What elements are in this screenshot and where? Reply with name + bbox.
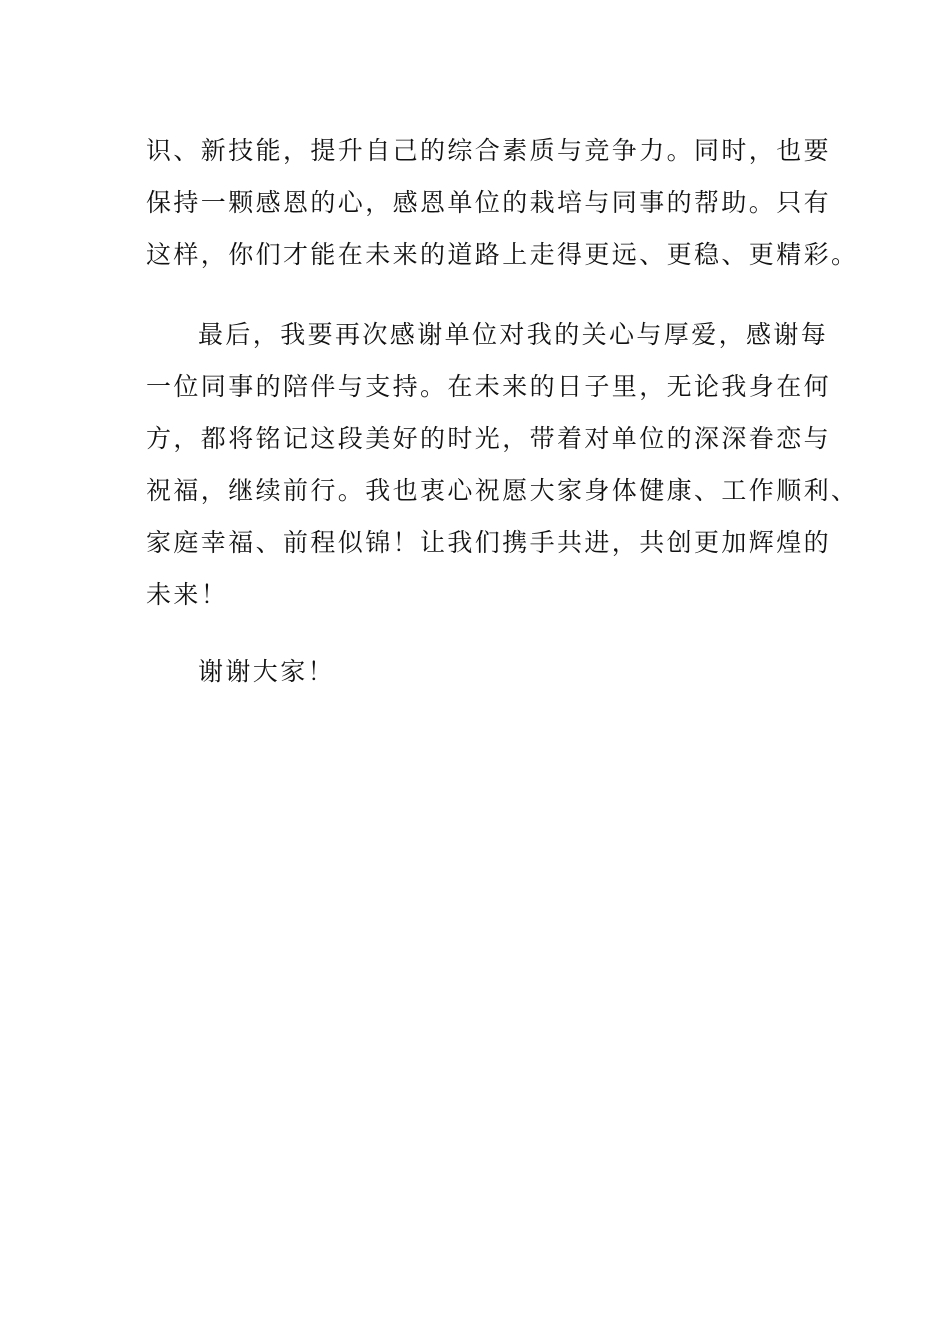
text-line: 一位同事的陪伴与支持。在未来的日子里，无论我身在何	[146, 372, 832, 401]
text-line: 家庭幸福、前程似锦！让我们携手共进，共创更加辉煌的	[146, 528, 832, 557]
paragraph-continuation	[146, 125, 859, 281]
text-line: 识、新技能，提升自己的综合素质与竞争力。同时，也要	[146, 136, 832, 165]
text-line: 方，都将铭记这段美好的时光，带着对单位的深深眷恋与	[146, 424, 832, 453]
text-line: 谢谢大家！	[198, 657, 336, 686]
text-line: 未来！	[146, 580, 229, 609]
paragraph-thanks	[146, 646, 826, 698]
text-line: 这样，你们才能在未来的道路上走得更远、更稳、更精彩。	[146, 240, 859, 269]
text-line: 最后，我要再次感谢单位对我的关心与厚爱，感谢每	[198, 320, 829, 349]
text-line: 祝福，继续前行。我也衷心祝愿大家身体健康、工作顺利、	[146, 476, 859, 505]
text-line: 保持一颗感恩的心，感恩单位的栽培与同事的帮助。只有	[146, 188, 832, 217]
paragraph-closing	[146, 309, 859, 621]
